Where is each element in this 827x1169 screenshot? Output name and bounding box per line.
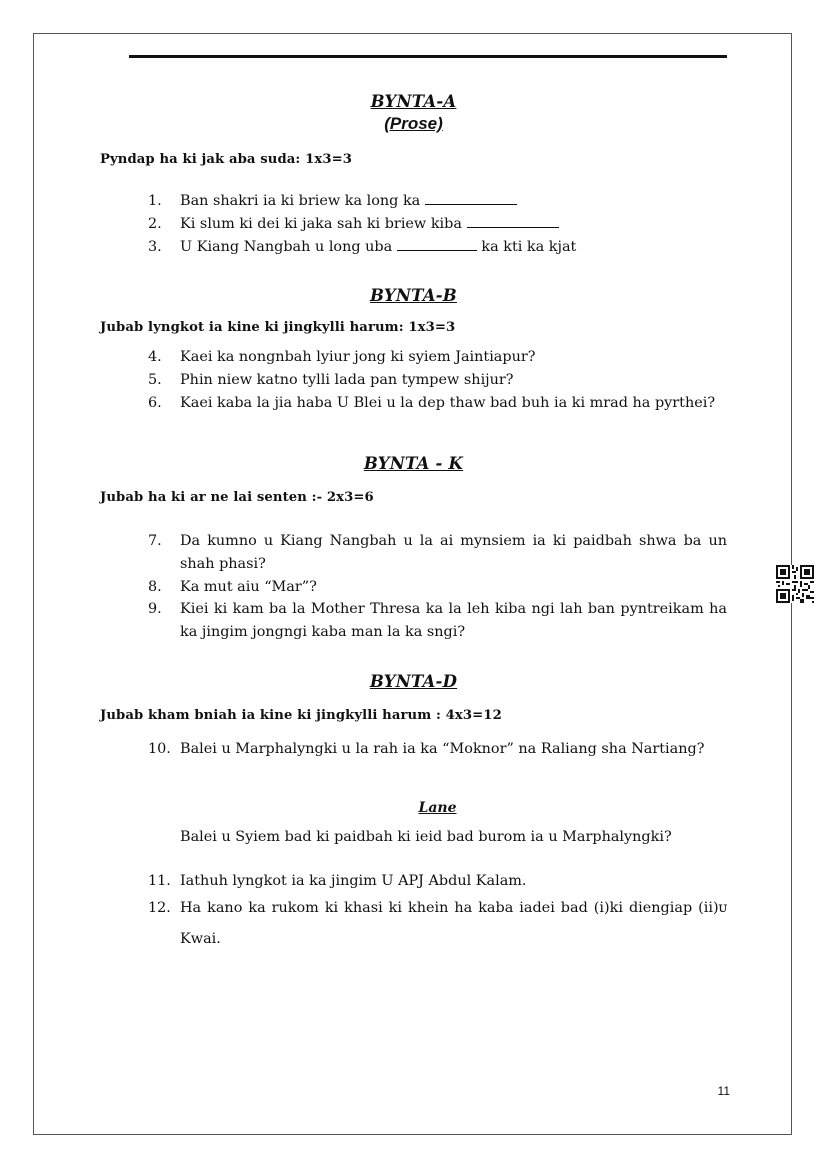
question-text: Da kumno u Kiang Nangbah u la ai mynsiem ia ki paidbah shwa ba un shah phasi?: [180, 533, 727, 572]
lane-label: Lane: [418, 800, 457, 816]
question-4: [148, 346, 727, 369]
section-a-subtitle: (Prose): [384, 114, 443, 133]
question-number: 11.: [148, 873, 171, 889]
fill-blank: [425, 192, 517, 205]
page-number: 11: [717, 1084, 730, 1098]
question-5: [148, 369, 727, 392]
fill-blank: [467, 215, 559, 228]
question-number: 12.: [148, 900, 171, 916]
fill-blank: [397, 238, 477, 251]
question-number: 2.: [148, 216, 162, 232]
section-k-instruction: Jubab ha ki ar ne lai senten :- 2x3=6: [100, 490, 374, 505]
question-text: Ha kano ka rukom ki khasi ki khein ha kaba iadei bad (i)ki diengiap (ii)ᴜ Kwai.: [180, 900, 727, 947]
section-d-title: BYNTA-D: [369, 672, 458, 691]
question-1: [148, 190, 727, 213]
question-number: 4.: [148, 349, 162, 365]
question-text: U Kiang Nangbah u long uba: [180, 239, 393, 255]
question-8: [148, 576, 727, 599]
question-number: 9.: [148, 601, 162, 617]
question-number: 8.: [148, 579, 162, 595]
question-text: Ki slum ki dei ki jaka sah ki briew kiba: [180, 216, 462, 232]
question-11: [148, 870, 727, 893]
question-2: [148, 213, 727, 236]
question-number: 5.: [148, 372, 162, 388]
section-d-instruction: Jubab kham bniah ia kine ki jingkylli harum : 4x3=12: [100, 708, 502, 723]
question-text-after: ka kti ka kjat: [481, 239, 577, 255]
question-text: Ka mut aiu “Mar”?: [180, 579, 317, 595]
question-text: Phin niew katno tylli lada pan tympew shijur?: [180, 372, 514, 388]
question-9: [148, 598, 727, 644]
section-k-title: BYNTA - K: [363, 454, 464, 473]
lane-question-text: Balei u Syiem bad ki paidbah ki ieid bad burom ia u Marphalyngki?: [180, 829, 672, 845]
question-12: [148, 893, 727, 955]
question-number: 7.: [148, 533, 162, 549]
question-7: [148, 530, 727, 576]
question-number: 6.: [148, 395, 162, 411]
section-a-title: BYNTA-A: [370, 92, 457, 111]
question-text: Ban shakri ia ki briew ka long ka: [180, 193, 421, 209]
question-text: Iathuh lyngkot ia ka jingim U APJ Abdul Kalam.: [180, 873, 527, 889]
section-a-instruction: Pyndap ha ki jak aba suda: 1x3=3: [100, 152, 353, 167]
qr-code-icon: [776, 565, 814, 603]
question-6: [148, 392, 727, 415]
section-b-title: BYNTA-B: [370, 286, 457, 305]
question-3: [148, 236, 727, 259]
question-text: Balei u Marphalyngki u la rah ia ka “Moknor” na Raliang sha Nartiang?: [180, 741, 705, 757]
question-text: Kaei ka nongnbah lyiur jong ki syiem Jaintiapur?: [180, 349, 536, 365]
question-number: 10.: [148, 741, 171, 757]
question-number: 1.: [148, 193, 162, 209]
question-text: Kaei kaba la jia haba U Blei u la dep thaw bad buh ia ki mrad ha pyrthei?: [180, 395, 716, 411]
question-text: Kiei ki kam ba la Mother Thresa ka la leh kiba ngi lah ban pyntreikam ha ka jingim jongngi kaba man la ka sngi?: [180, 601, 727, 640]
section-b-instruction: Jubab lyngkot ia kine ki jingkylli harum: 1x3=3: [100, 320, 456, 335]
question-number: 3.: [148, 239, 162, 255]
question-10: [148, 734, 727, 765]
